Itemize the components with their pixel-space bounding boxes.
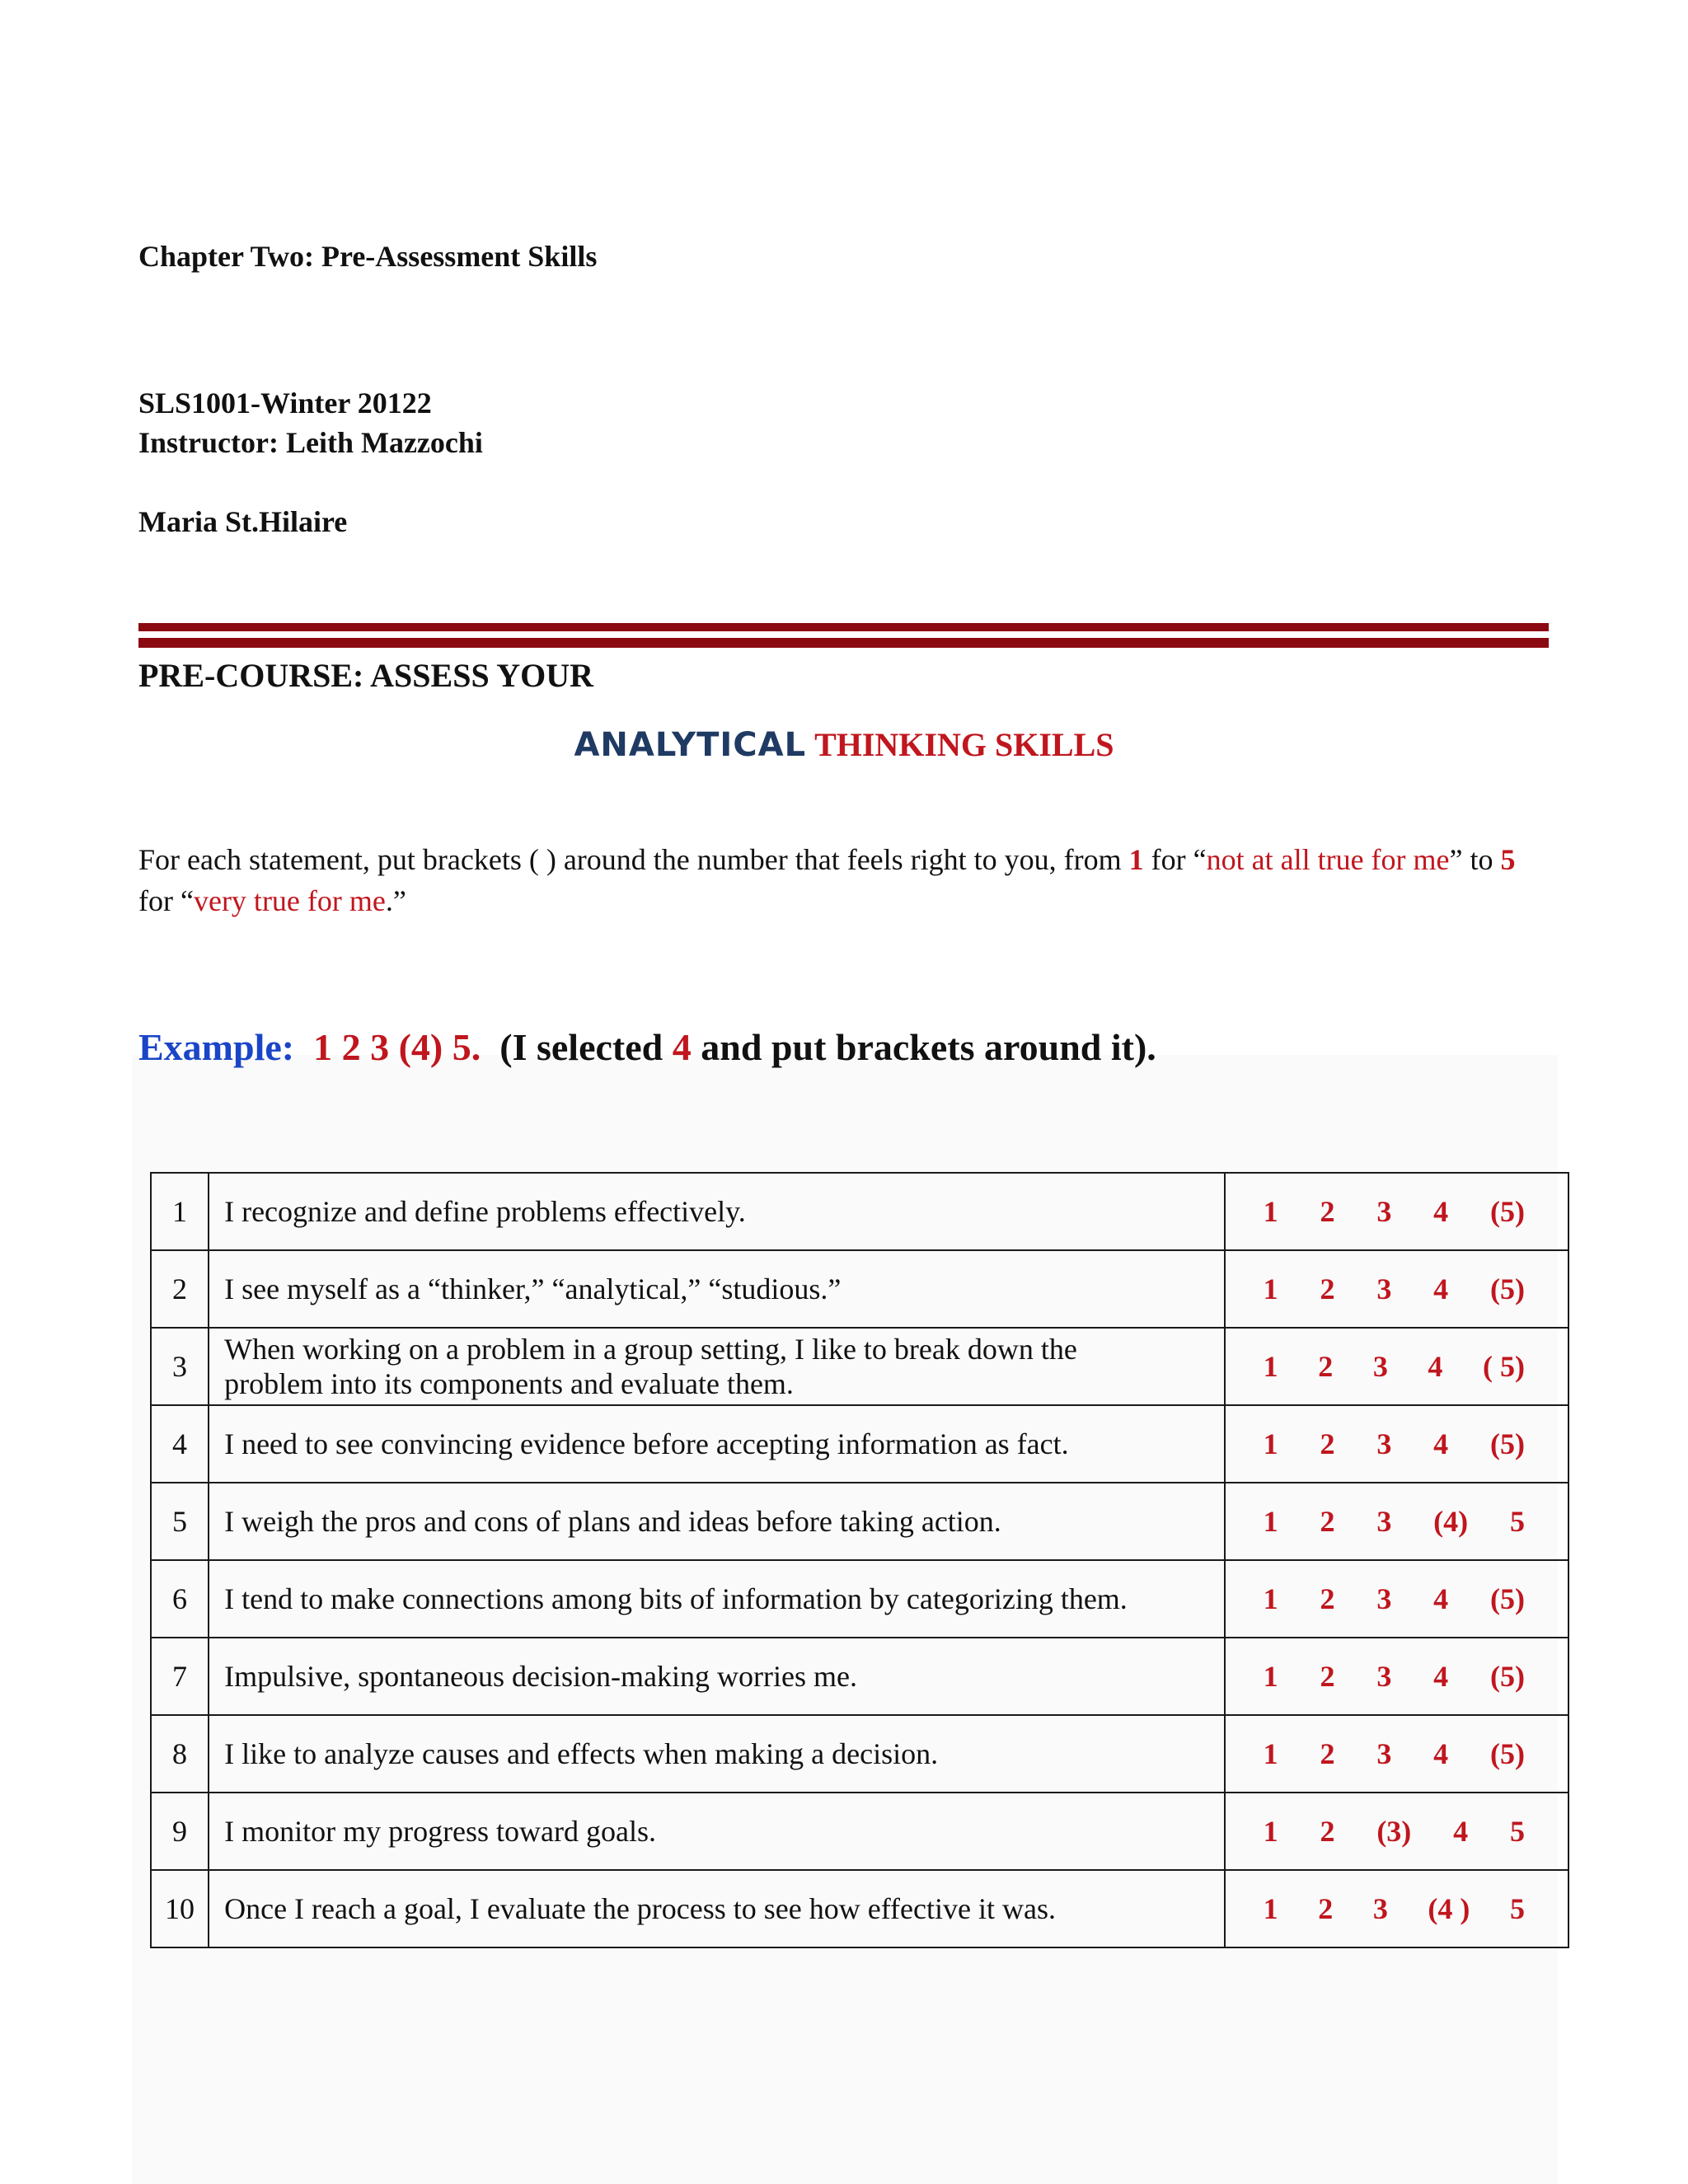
rating-option: 5	[1509, 1815, 1525, 1848]
rating-scale	[1226, 1427, 1568, 1461]
rating-option: 3	[1376, 1272, 1392, 1305]
rating-option: 1	[1263, 1660, 1278, 1693]
instructions-text: for “	[1143, 843, 1207, 876]
rating-option: 1	[1263, 1815, 1278, 1848]
rating-option: 2	[1318, 1350, 1334, 1383]
assessment-title: PRE-COURSE: ASSESS YOUR	[138, 657, 593, 694]
instructions-text: ” to	[1449, 843, 1501, 876]
rating-option: 2	[1320, 1427, 1335, 1460]
rating-option: (5)	[1489, 1737, 1525, 1770]
example-scale: 1 2 3 (4) 5	[313, 1026, 471, 1068]
rating-option: 4	[1433, 1737, 1449, 1770]
item-number: 7	[151, 1638, 209, 1715]
item-statement: I like to analyze causes and effects when making a decision.	[209, 1715, 1225, 1793]
rating-option: 2	[1320, 1815, 1335, 1848]
rating-option: 4	[1453, 1815, 1469, 1848]
rating-option: 4	[1428, 1350, 1443, 1383]
rating-option: 2	[1320, 1195, 1335, 1228]
example-text: (I selected	[481, 1026, 673, 1068]
rating-option: (5)	[1489, 1582, 1525, 1615]
rating-scale	[1226, 1194, 1568, 1229]
rating-option: 2	[1320, 1272, 1335, 1305]
rating-option: 2	[1320, 1582, 1335, 1615]
example-line	[138, 1025, 1156, 1069]
item-rating	[1225, 1250, 1568, 1328]
example-text: and put brackets around it).	[691, 1026, 1156, 1068]
student-name: Maria St.Hilaire	[138, 505, 348, 538]
table-row	[151, 1328, 1568, 1405]
rating-scale	[1226, 1504, 1568, 1539]
item-number: 10	[151, 1870, 209, 1947]
rating-option: 3	[1376, 1195, 1392, 1228]
course-code: SLS1001-Winter 20122	[138, 387, 432, 419]
rating-option: ( 5)	[1482, 1350, 1525, 1383]
table-row	[151, 1870, 1568, 1947]
item-rating	[1225, 1560, 1568, 1638]
rating-option: 4	[1433, 1195, 1449, 1228]
rating-option: 3	[1376, 1582, 1392, 1615]
rating-option: 1	[1263, 1350, 1278, 1383]
item-number: 2	[151, 1250, 209, 1328]
rating-option: 1	[1263, 1892, 1278, 1925]
rating-option: 2	[1318, 1892, 1334, 1925]
rating-option: 2	[1320, 1660, 1335, 1693]
assessment-subtitle	[0, 725, 1688, 764]
rating-option: (5)	[1489, 1195, 1525, 1228]
table-row	[151, 1715, 1568, 1793]
rating-option: (5)	[1489, 1272, 1525, 1305]
subtitle-thinking-skills: THINKING SKILLS	[814, 726, 1114, 763]
item-rating	[1225, 1483, 1568, 1560]
rating-option: 3	[1372, 1350, 1388, 1383]
rating-option: 1	[1263, 1737, 1278, 1770]
table-row	[151, 1405, 1568, 1483]
item-rating	[1225, 1328, 1568, 1405]
rating-scale	[1226, 1659, 1568, 1694]
rating-option: (4)	[1433, 1505, 1469, 1538]
divider-rule-bottom	[138, 638, 1549, 648]
rating-option: 1	[1263, 1195, 1278, 1228]
item-statement: I weigh the pros and cons of plans and ideas before taking action.	[209, 1483, 1225, 1560]
item-statement: I need to see convincing evidence before accepting information as fact.	[209, 1405, 1225, 1483]
item-statement: I tend to make connections among bits of information by categorizing them.	[209, 1560, 1225, 1638]
instructions-paragraph	[138, 839, 1556, 921]
rating-option: 5	[1509, 1505, 1525, 1538]
rating-scale	[1226, 1736, 1568, 1771]
scale-max: 5	[1500, 843, 1516, 876]
item-number: 4	[151, 1405, 209, 1483]
instructions-text: For each statement, put brackets ( ) around the number that feels right to you, from	[138, 843, 1129, 876]
rating-option: 1	[1263, 1582, 1278, 1615]
example-label: Example:	[138, 1026, 295, 1068]
item-number: 8	[151, 1715, 209, 1793]
item-rating	[1225, 1638, 1568, 1715]
subtitle-analytical: ANALYTICAL	[574, 726, 807, 764]
item-statement: Impulsive, spontaneous decision-making worries me.	[209, 1638, 1225, 1715]
divider-rule-top	[138, 623, 1549, 631]
scale-min-label: not at all true for me	[1206, 843, 1450, 876]
item-number: 3	[151, 1328, 209, 1405]
rating-option: (3)	[1376, 1815, 1412, 1848]
rating-option: (4 )	[1428, 1892, 1470, 1925]
rating-option: 2	[1320, 1505, 1335, 1538]
table-row	[151, 1173, 1568, 1250]
rating-option: 1	[1263, 1272, 1278, 1305]
item-statement: When working on a problem in a group setting, I like to break down the problem into its components and evaluate them.	[209, 1328, 1225, 1405]
rating-option: 5	[1509, 1892, 1525, 1925]
rating-option: 3	[1376, 1505, 1392, 1538]
rating-scale	[1226, 1814, 1568, 1849]
rating-option: 3	[1376, 1737, 1392, 1770]
item-rating	[1225, 1173, 1568, 1250]
table-row	[151, 1793, 1568, 1870]
rating-option: 1	[1263, 1505, 1278, 1538]
item-rating	[1225, 1793, 1568, 1870]
item-statement: I see myself as a “thinker,” “analytical,” “studious.”	[209, 1250, 1225, 1328]
item-statement: Once I reach a goal, I evaluate the process to see how effective it was.	[209, 1870, 1225, 1947]
example-selected: 4	[672, 1026, 692, 1068]
instructions-text: .”	[385, 884, 406, 917]
rating-option: 3	[1372, 1892, 1388, 1925]
item-rating	[1225, 1870, 1568, 1947]
item-statement: I monitor my progress toward goals.	[209, 1793, 1225, 1870]
chapter-title: Chapter Two: Pre-Assessment Skills	[138, 240, 598, 273]
rating-option: 1	[1263, 1427, 1278, 1460]
scale-min: 1	[1128, 843, 1144, 876]
rating-scale	[1226, 1272, 1568, 1306]
item-number: 6	[151, 1560, 209, 1638]
instructor-name: Instructor: Leith Mazzochi	[138, 426, 483, 459]
item-rating	[1225, 1405, 1568, 1483]
rating-option: 3	[1376, 1427, 1392, 1460]
rating-option: 4	[1433, 1660, 1449, 1693]
rating-option: 4	[1433, 1582, 1449, 1615]
rating-option: (5)	[1489, 1427, 1525, 1460]
rating-scale	[1226, 1891, 1568, 1926]
table-row	[151, 1560, 1568, 1638]
table-row	[151, 1483, 1568, 1560]
table-row	[151, 1638, 1568, 1715]
instructions-text: for “	[138, 884, 194, 917]
example-dot: .	[471, 1026, 481, 1068]
item-number: 1	[151, 1173, 209, 1250]
rating-option: 4	[1433, 1272, 1449, 1305]
assessment-table	[150, 1172, 1569, 1948]
rating-option: 2	[1320, 1737, 1335, 1770]
rating-option: (5)	[1489, 1660, 1525, 1693]
item-statement: I recognize and define problems effectively.	[209, 1173, 1225, 1250]
item-number: 9	[151, 1793, 209, 1870]
table-row	[151, 1250, 1568, 1328]
item-number: 5	[151, 1483, 209, 1560]
rating-scale	[1226, 1582, 1568, 1616]
rating-option: 4	[1433, 1427, 1449, 1460]
rating-scale	[1226, 1349, 1568, 1384]
rating-option: 3	[1376, 1660, 1392, 1693]
item-rating	[1225, 1715, 1568, 1793]
scale-max-label: very true for me	[193, 884, 386, 917]
